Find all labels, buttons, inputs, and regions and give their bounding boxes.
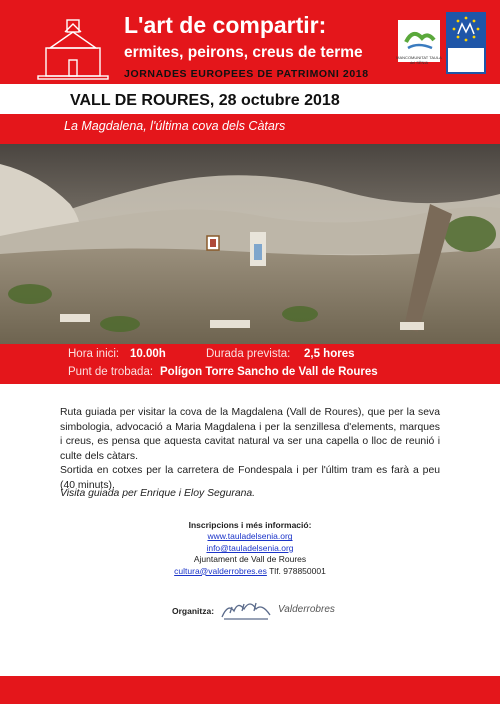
- organiser-label: Organitza:: [172, 606, 215, 616]
- organiser-name: Valderrobres: [278, 604, 335, 615]
- european-heritage-days-logo: [446, 12, 486, 74]
- transport-paragraph: Sortida en cotxes per la carretera de Fondespala i per l'últim tram es farà a peu (40 minuts).: [60, 465, 440, 491]
- event-title: VALL DE ROURES, 28 octubre 2018: [70, 92, 340, 109]
- guide-note: Visita guiada per Enrique i Eloy Segurana.: [60, 488, 256, 499]
- church-icon: [36, 18, 110, 80]
- council-name: Ajuntament de Vall de Roures: [193, 554, 307, 565]
- program-name: JORNADES EUROPEES DE PATRIMONI 2018: [124, 68, 369, 80]
- website-link[interactable]: www.tauladelsenia.org: [207, 531, 293, 542]
- start-time-label: Hora inici:: [68, 348, 120, 360]
- email-link-taula[interactable]: info@tauladelsenia.org: [206, 542, 294, 553]
- footer-band: [0, 676, 500, 704]
- meeting-point-value: Polígon Torre Sancho de Vall de Roures: [160, 366, 378, 378]
- valderrobres-logo-icon: [220, 597, 272, 621]
- cave-photo: [0, 144, 500, 344]
- duration-value: 2,5 hores: [304, 348, 355, 360]
- start-time-value: 10.00h: [130, 348, 166, 360]
- mancomunitat-logo-label: MANCOMUNITAT TAULA del SÈNIA: [396, 55, 442, 65]
- contact-block: [100, 520, 400, 577]
- meeting-point-label: Punt de trobada:: [68, 366, 154, 378]
- photo-caption: La Magdalena, l'última cova dels Càtars: [64, 119, 286, 133]
- phone-number: Tlf. 978850001: [269, 565, 326, 576]
- poster-title: L'art de compartir:: [124, 12, 327, 38]
- description-paragraph: Ruta guiada per visitar la cova de la Magdalena (Vall de Roures), que per la seva simbologia, advocació a Maria Magdalena i per la senzillesa d'elements, marques i creus, es pensa que aquesta cavitat natural va ser una capella o lloc de reunió i culte dels càtars.: [60, 407, 440, 462]
- poster-subtitle: ermites, peirons, creus de terme: [124, 44, 363, 61]
- duration-label: Durada prevista:: [206, 348, 291, 360]
- email-link-council[interactable]: cultura@valderrobres.es: [174, 565, 267, 576]
- description: [60, 406, 440, 494]
- contact-heading: Inscripcions i més informació:: [188, 520, 312, 530]
